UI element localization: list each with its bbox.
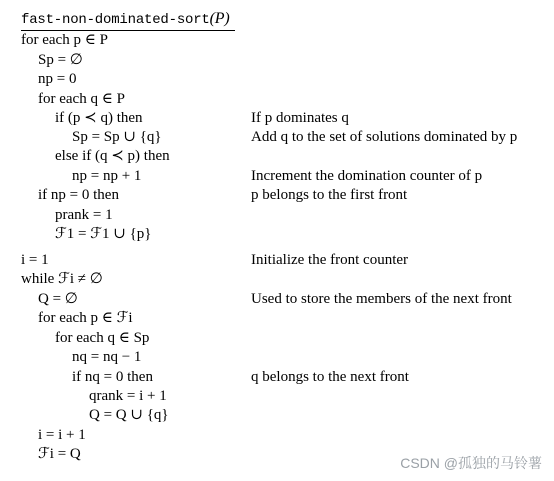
comment-line: q belongs to the next front xyxy=(251,369,409,385)
code-line: np = 0 xyxy=(38,71,77,87)
code-line: np = np + 1 xyxy=(72,168,142,184)
function-name: fast-non-dominated-sort xyxy=(21,12,210,28)
code-line: if np = 0 then xyxy=(38,187,119,203)
code-line: for each q ∈ Sp xyxy=(55,330,150,346)
comment-line: Initialize the front counter xyxy=(251,252,409,268)
code-line: Q = ∅ xyxy=(38,291,78,307)
code-line: if (p ≺ q) then xyxy=(55,110,143,126)
code-line: i = 1 xyxy=(21,252,49,268)
comment-line: If p dominates q xyxy=(251,110,349,126)
watermark: CSDN @孤独的马铃薯 xyxy=(400,455,542,471)
function-argument: (P) xyxy=(209,10,230,27)
code-line: ℱi = Q xyxy=(38,446,81,462)
code-line: Sp = ∅ xyxy=(38,52,83,68)
code-line: prank = 1 xyxy=(55,207,113,223)
code-line: Sp = Sp ∪ {q} xyxy=(72,129,162,145)
algorithm-title xyxy=(21,10,229,28)
code-line: ℱ1 = ℱ1 ∪ {p} xyxy=(55,226,152,242)
code-line: i = i + 1 xyxy=(38,427,86,443)
code-line: for each q ∈ P xyxy=(38,91,125,107)
code-line: qrank = i + 1 xyxy=(89,388,167,404)
comment-line: Increment the domination counter of p xyxy=(251,168,483,184)
comment-line: p belongs to the first front xyxy=(251,187,408,203)
code-line: while ℱi ≠ ∅ xyxy=(21,271,103,287)
code-line: if nq = 0 then xyxy=(72,369,153,385)
code-line: for each p ∈ ℱi xyxy=(38,310,133,326)
code-line: Q = Q ∪ {q} xyxy=(89,407,169,423)
code-line: nq = nq − 1 xyxy=(72,349,142,365)
comment-line: Used to store the members of the next front xyxy=(251,291,512,307)
comment-line: Add q to the set of solutions dominated by p xyxy=(251,129,518,145)
code-line: else if (q ≺ p) then xyxy=(55,148,170,164)
code-line: for each p ∈ P xyxy=(21,32,108,48)
